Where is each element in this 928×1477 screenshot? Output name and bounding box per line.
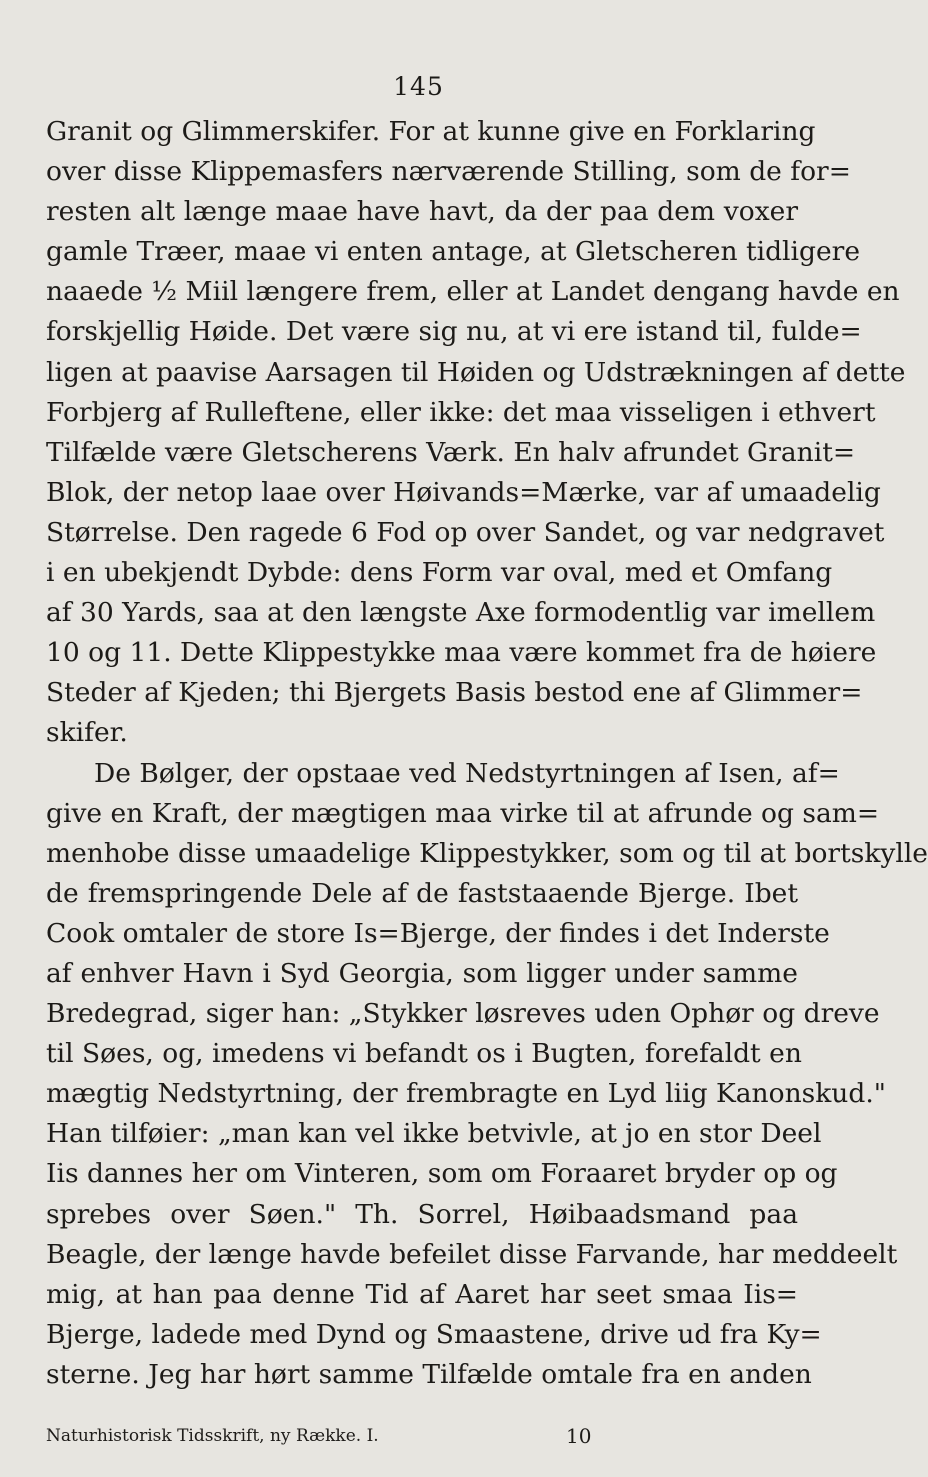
text-line: Blok, der netop laae over Høivands=Mærke, var af umaadelig	[46, 476, 881, 508]
text-line: af enhver Havn i Syd Georgia, som ligger under samme	[46, 957, 798, 989]
text-line: til Søes, og, imedens vi befandt os i Bugten, forefaldt en	[46, 1038, 802, 1070]
text-line: Forbjerg af Rulleftene, eller ikke: det maa visseligen i ethvert	[46, 396, 876, 428]
page-number: 145	[393, 72, 444, 101]
text-line: De Bølger, der opstaae ved Nedstyrtningen af Isen, af=	[94, 757, 840, 789]
text-line: Størrelse. Den ragede 6 Fod op over Sandet, og var nedgravet	[46, 516, 885, 548]
text-line: mig, at han paa denne Tid af Aaret har seet smaa Iis=	[46, 1278, 798, 1310]
text-line: de fremspringende Dele af de faststaaende Bjerge. Ibet	[46, 877, 798, 909]
text-line: menhobe disse umaadelige Klippestykker, som og til at bortskylle	[46, 837, 928, 869]
text-line: Tilfælde være Gletscherens Værk. En halv afrundet Granit=	[46, 436, 856, 468]
text-line: Han tilføier: „man kan vel ikke betvivle, at jo en stor Deel	[46, 1118, 822, 1150]
text-line: Granit og Glimmerskifer. For at kunne give en Forklaring	[46, 116, 816, 147]
signature-mark: 10	[566, 1424, 592, 1448]
text-line: mægtig Nedstyrtning, der frembragte en Lyd liig Kanonskud."	[46, 1078, 886, 1110]
text-line: give en Kraft, der mægtigen maa virke til at afrunde og sam=	[46, 797, 880, 829]
body-text	[46, 112, 928, 1395]
text-line: Iis dannes her om Vinteren, som om Foraaret bryder op og	[46, 1158, 838, 1190]
text-line: i en ubekjendt Dybde: dens Form var oval, med et Omfang	[46, 557, 833, 589]
text-line: resten alt længe maae have havt, da der paa dem voxer	[46, 196, 798, 228]
text-line: af 30 Yards, saa at den længste Axe formodentlig var imellem	[46, 597, 876, 629]
text-line: over disse Klippemasfers nærværende Stilling, som de for=	[46, 156, 851, 188]
text-line: skifer.	[46, 717, 128, 749]
text-line: gamle Træer, maae vi enten antage, at Gletscheren tidligere	[46, 236, 861, 268]
text-line: sterne. Jeg har hørt samme Tilfælde omtale fra en anden	[46, 1358, 812, 1390]
text-line: naaede ½ Miil længere frem, eller at Landet dengang havde en	[46, 276, 900, 308]
text-line: forskjellig Høide. Det være sig nu, at vi ere istand til, fulde=	[46, 316, 862, 348]
text-line: Bjerge, ladede med Dynd og Smaastene, drive ud fra Ky=	[46, 1318, 822, 1350]
page-footer	[46, 1422, 798, 1450]
text-line: Bredegrad, siger han: „Stykker løsreves uden Ophør og dreve	[46, 998, 880, 1030]
text-line: ligen at paavise Aarsagen til Høiden og Udstrækningen af dette	[46, 356, 906, 388]
signature-line: Naturhistorisk Tidsskrift, ny Række. I.	[46, 1426, 379, 1446]
text-line: Steder af Kjeden; thi Bjergets Basis bestod ene af Glimmer=	[46, 677, 863, 709]
text-line: 10 og 11. Dette Klippestykke maa være kommet fra de høiere	[46, 637, 877, 669]
text-line: sprebes over Søen." Th. Sorrel, Høibaadsmand paa	[46, 1198, 798, 1230]
text-line: Cook omtaler de store Is=Bjerge, der findes i det Inderste	[46, 917, 830, 949]
text-line: Beagle, der længe havde befeilet disse Farvande, har meddeelt	[46, 1238, 898, 1270]
